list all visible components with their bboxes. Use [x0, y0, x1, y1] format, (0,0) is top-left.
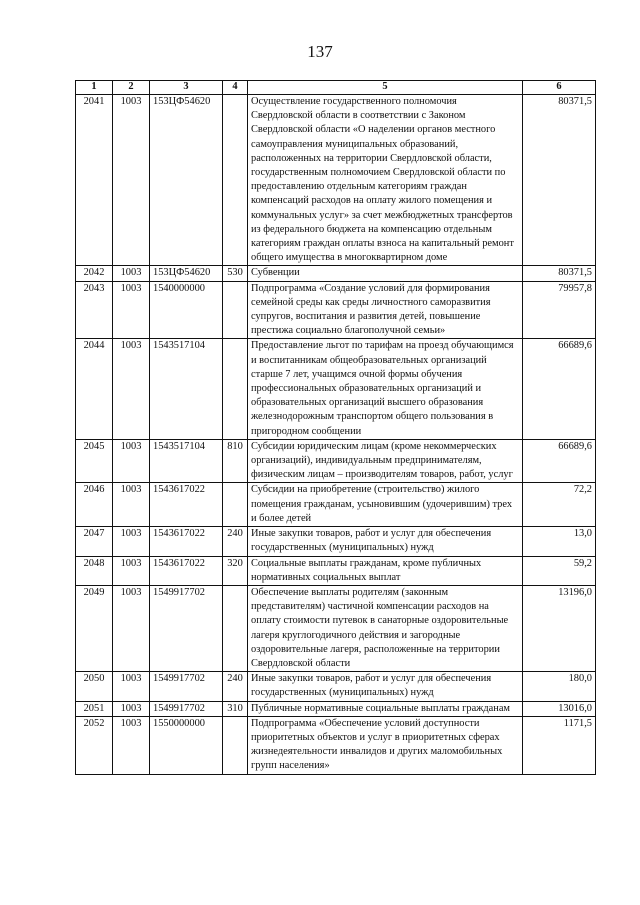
amount: 180,0: [523, 672, 596, 701]
item-description: Предоставление льгот по тарифам на проезд обучающимся и воспитанникам общеобразовательных организаций старше 7 лет, учащимся очной формы обучения профессиональных образовательных организаций и образовательных организаций высшего образования железнодорожным транспортом общего пользования в пригородном сообщении: [248, 339, 523, 439]
row-number: 2045: [76, 439, 113, 483]
section-code: 1003: [113, 701, 150, 716]
row-number: 2044: [76, 339, 113, 439]
row-number: 2050: [76, 672, 113, 701]
target-article-code: 1543617022: [150, 483, 223, 527]
section-code: 1003: [113, 556, 150, 585]
amount: 13016,0: [523, 701, 596, 716]
target-article-code: 1550000000: [150, 716, 223, 774]
target-article-code: 1543617022: [150, 527, 223, 556]
target-article-code: 1543517104: [150, 439, 223, 483]
expense-type-code: [223, 95, 248, 266]
item-description: Иные закупки товаров, работ и услуг для обеспечения государственных (муниципальных) нужд: [248, 527, 523, 556]
expense-type-code: 320: [223, 556, 248, 585]
table-row: [76, 483, 596, 527]
table-row: [76, 281, 596, 339]
table-row: [76, 701, 596, 716]
row-number: 2042: [76, 266, 113, 281]
row-number: 2052: [76, 716, 113, 774]
row-number: 2043: [76, 281, 113, 339]
table-row: [76, 439, 596, 483]
row-number: 2046: [76, 483, 113, 527]
table-row: [76, 527, 596, 556]
page-number: 137: [307, 42, 333, 61]
amount: 66689,6: [523, 339, 596, 439]
expense-type-code: 240: [223, 527, 248, 556]
section-code: 1003: [113, 439, 150, 483]
table-row: [76, 556, 596, 585]
target-article-code: 1540000000: [150, 281, 223, 339]
section-code: 1003: [113, 527, 150, 556]
expense-type-code: [223, 339, 248, 439]
amount: 13196,0: [523, 585, 596, 671]
item-description: Иные закупки товаров, работ и услуг для обеспечения государственных (муниципальных) нужд: [248, 672, 523, 701]
item-description: Публичные нормативные социальные выплаты гражданам: [248, 701, 523, 716]
budget-table: [75, 80, 596, 775]
row-number: 2051: [76, 701, 113, 716]
table-row: [76, 672, 596, 701]
table-row: [76, 95, 596, 266]
row-number: 2048: [76, 556, 113, 585]
item-description: Осуществление государственного полномочия Свердловской области в соответствии с Законом Свердловской области «О наделении органов местного самоуправления муниципальных образований, расположенных на территории Свердловской области, государственным полномочием Свердловской области по предоставлению отдельным категориям граждан компенсаций расходов на оплату жилого помещения и коммунальных услуг» за счет межбюджетных трансфертов из федерального бюджета на компенсацию отдельным категориям граждан оплаты взноса на капитальный ремонт общего имущества в многоквартирном доме: [248, 95, 523, 266]
target-article-code: 1543617022: [150, 556, 223, 585]
col-header-1: 1: [76, 81, 113, 95]
item-description: Субсидии юридическим лицам (кроме некоммерческих организаций), индивидуальным предпринимателям, физическим лицам – производителям товаров, работ, услуг: [248, 439, 523, 483]
section-code: 1003: [113, 483, 150, 527]
item-description: Обеспечение выплаты родителям (законным представителям) частичной компенсации расходов на оплату стоимости путевок в санаторные оздоровительные лагеря круглогодичного действия и загородные оздоровительные лагеря, расположенные на территории Свердловской области: [248, 585, 523, 671]
section-code: 1003: [113, 585, 150, 671]
amount: 80371,5: [523, 266, 596, 281]
item-description: Подпрограмма «Создание условий для формирования семейной среды как среды личностного саморазвития супругов, воспитания и развития детей, повышение престижа социально благополучной семьи»: [248, 281, 523, 339]
expense-type-code: [223, 716, 248, 774]
expense-type-code: 240: [223, 672, 248, 701]
table-row: [76, 585, 596, 671]
expense-type-code: [223, 483, 248, 527]
expense-type-code: [223, 281, 248, 339]
amount: 59,2: [523, 556, 596, 585]
item-description: Социальные выплаты гражданам, кроме публичных нормативных социальных выплат: [248, 556, 523, 585]
section-code: 1003: [113, 95, 150, 266]
section-code: 1003: [113, 281, 150, 339]
section-code: 1003: [113, 339, 150, 439]
expense-type-code: [223, 585, 248, 671]
amount: 66689,6: [523, 439, 596, 483]
header-row: [76, 81, 596, 95]
row-number: 2049: [76, 585, 113, 671]
table-row: [76, 716, 596, 774]
section-code: 1003: [113, 266, 150, 281]
target-article-code: 153ЦФ54620: [150, 95, 223, 266]
target-article-code: 1549917702: [150, 701, 223, 716]
row-number: 2047: [76, 527, 113, 556]
section-code: 1003: [113, 716, 150, 774]
amount: 1171,5: [523, 716, 596, 774]
target-article-code: 153ЦФ54620: [150, 266, 223, 281]
item-description: Субсидии на приобретение (строительство) жилого помещения гражданам, усыновившим (удочерившим) трех и более детей: [248, 483, 523, 527]
col-header-3: 3: [150, 81, 223, 95]
amount: 72,2: [523, 483, 596, 527]
col-header-2: 2: [113, 81, 150, 95]
table-row: [76, 339, 596, 439]
section-code: 1003: [113, 672, 150, 701]
item-description: Подпрограмма «Обеспечение условий доступности приоритетных объектов и услуг в приоритетных сферах жизнедеятельности инвалидов и других маломобильных групп населения»: [248, 716, 523, 774]
col-header-4: 4: [223, 81, 248, 95]
amount: 79957,8: [523, 281, 596, 339]
col-header-5: 5: [248, 81, 523, 95]
expense-type-code: 310: [223, 701, 248, 716]
target-article-code: 1549917702: [150, 672, 223, 701]
target-article-code: 1543517104: [150, 339, 223, 439]
amount: 13,0: [523, 527, 596, 556]
expense-type-code: 530: [223, 266, 248, 281]
table-row: [76, 266, 596, 281]
amount: 80371,5: [523, 95, 596, 266]
row-number: 2041: [76, 95, 113, 266]
col-header-6: 6: [523, 81, 596, 95]
expense-type-code: 810: [223, 439, 248, 483]
item-description: Субвенции: [248, 266, 523, 281]
target-article-code: 1549917702: [150, 585, 223, 671]
